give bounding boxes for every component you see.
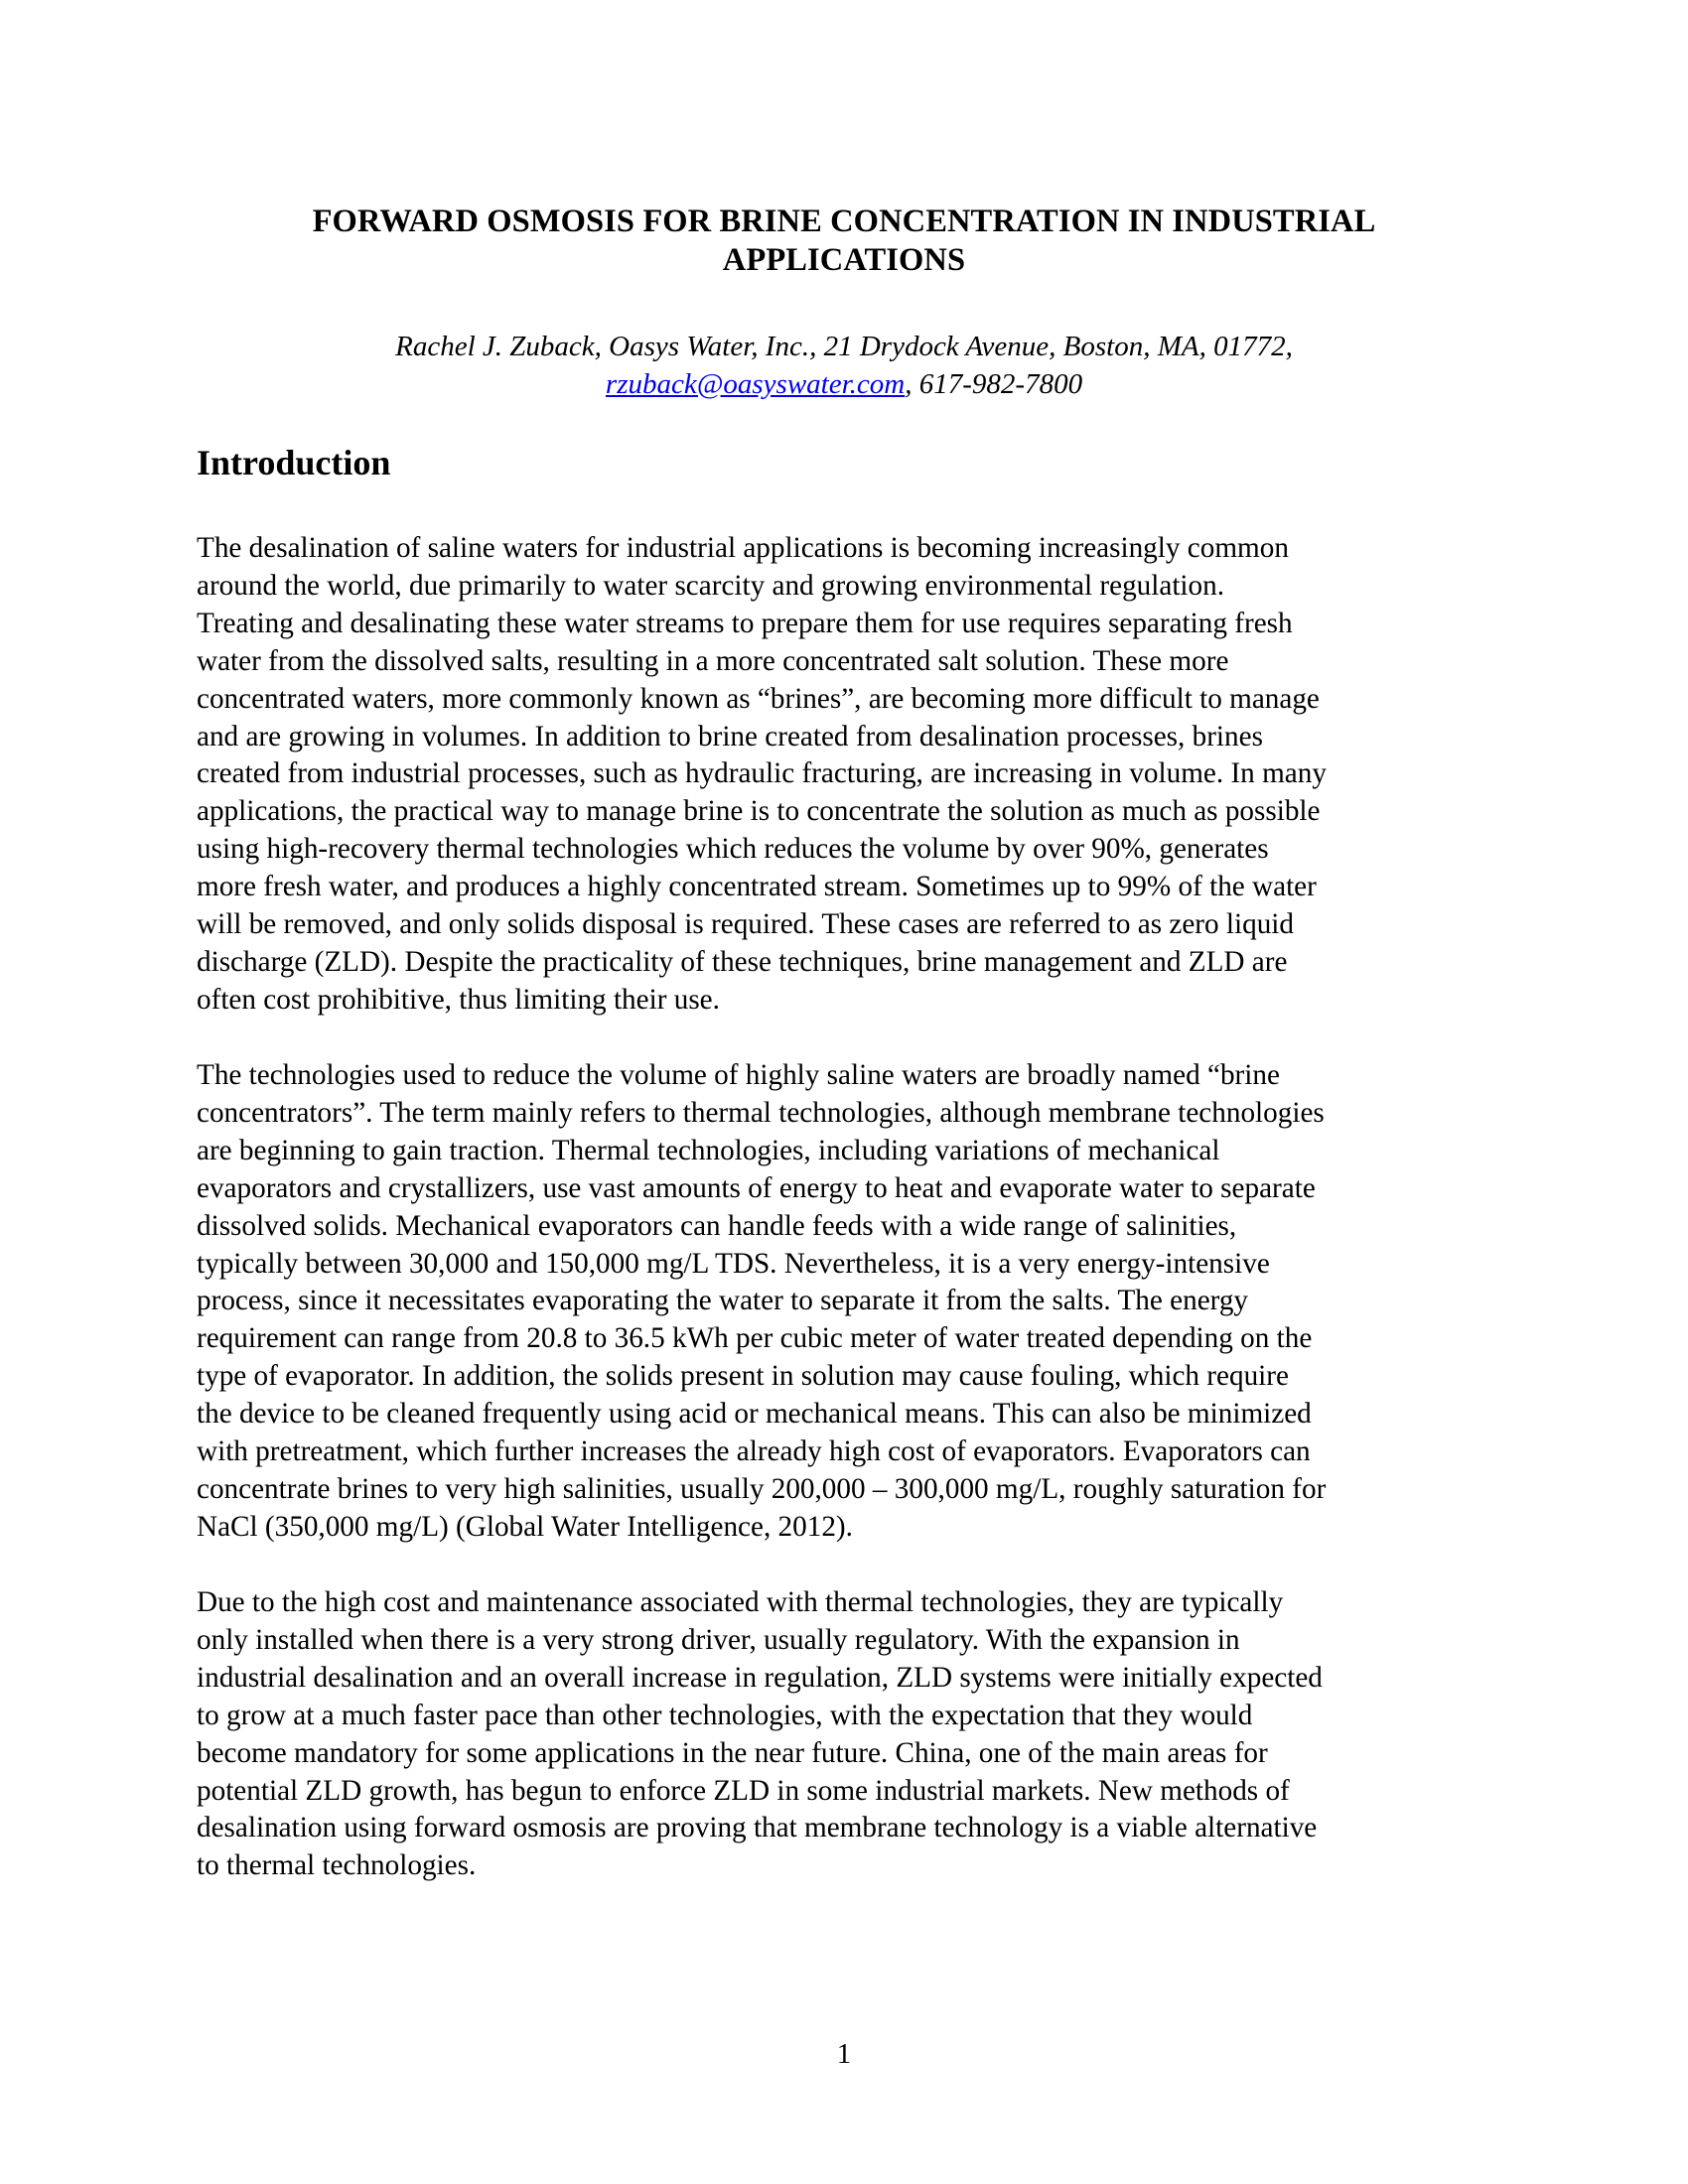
paragraph-line: concentrators”. The term mainly refers to thermal technologies, although membrane technologies <box>197 1096 1325 1129</box>
paragraph-line: often cost prohibitive, thus limiting their use. <box>197 983 720 1016</box>
paragraph-line: industrial desalination and an overall increase in regulation, ZLD systems were initially expected <box>197 1661 1323 1694</box>
title-line: FORWARD OSMOSIS FOR BRINE CONCENTRATION IN INDUSTRIAL <box>312 204 1376 239</box>
paragraph-line: Treating and desalinating these water streams to prepare them for use requires separating fresh <box>197 607 1293 639</box>
paragraph-line: The desalination of saline waters for industrial applications is becoming increasingly common <box>197 532 1289 564</box>
paragraph-line: NaCl (350,000 mg/L) (Global Water Intelligence, 2012). <box>197 1510 853 1543</box>
paragraph-line: potential ZLD growth, has begun to enforce ZLD in some industrial markets. New methods of <box>197 1774 1290 1807</box>
paragraph-3 <box>197 1584 1507 1885</box>
paragraph-line: using high-recovery thermal technologies which reduces the volume by over 90%, generates <box>197 833 1269 866</box>
paragraph-line: concentrate brines to very high salinities, usually 200,000 – 300,000 mg/L, roughly saturation for <box>197 1472 1327 1505</box>
paragraph-line: requirement can range from 20.8 to 36.5 kWh per cubic meter of water treated depending on the <box>197 1322 1313 1355</box>
paragraph-line: desalination using forward osmosis are proving that membrane technology is a viable alternative <box>197 1812 1318 1844</box>
paragraph-line: type of evaporator. In addition, the solids present in solution may cause fouling, which require <box>197 1360 1289 1393</box>
paragraph-line: will be removed, and only solids disposal is required. These cases are referred to as zero liquid <box>197 908 1295 941</box>
title-line: APPLICATIONS <box>722 242 966 278</box>
paragraph-line: to thermal technologies. <box>197 1849 477 1882</box>
section-heading-introduction: Introduction <box>197 443 391 482</box>
paragraph-line: only installed when there is a very strong driver, usually regulatory. With the expansion in <box>197 1623 1240 1656</box>
paragraph-1 <box>197 530 1507 1020</box>
author-phone: , 617-982-7800 <box>905 368 1083 400</box>
page-number: 1 <box>836 2038 852 2070</box>
paragraph-line: concentrated waters, more commonly known as “brines”, are becoming more difficult to manage <box>197 682 1320 715</box>
author-contact <box>0 365 1688 403</box>
paragraph-line: become mandatory for some applications in the near future. China, one of the main areas for <box>197 1736 1268 1769</box>
paragraph-line: water from the dissolved salts, resulting in a more concentrated salt solution. These more <box>197 644 1229 677</box>
paragraph-line: Due to the high cost and maintenance associated with thermal technologies, they are typically <box>197 1586 1284 1618</box>
paragraph-line: applications, the practical way to manage brine is to concentrate the solution as much as possible <box>197 795 1321 828</box>
paragraph-line: dissolved solids. Mechanical evaporators can handle feeds with a wide range of salinities, <box>197 1209 1237 1242</box>
author-email-link[interactable]: rzuback@oasyswater.com <box>605 368 906 400</box>
paragraph-line: and are growing in volumes. In addition to brine created from desalination processes, brines <box>197 720 1263 752</box>
paragraph-line: with pretreatment, which further increases the already high cost of evaporators. Evaporators can <box>197 1435 1311 1468</box>
paragraph-line: the device to be cleaned frequently using acid or mechanical means. This can also be minimized <box>197 1398 1312 1431</box>
author-affiliation: Rachel J. Zuback, Oasys Water, Inc., 21 Drydock Avenue, Boston, MA, 01772, <box>395 331 1293 362</box>
paragraph-line: discharge (ZLD). Despite the practicality of these techniques, brine management and ZLD are <box>197 945 1288 978</box>
paragraph-line: to grow at a much faster pace than other technologies, with the expectation that they would <box>197 1699 1253 1731</box>
paragraph-line: around the world, due primarily to water scarcity and growing environmental regulation. <box>197 569 1225 602</box>
paragraph-2 <box>197 1057 1507 1547</box>
paragraph-line: created from industrial processes, such as hydraulic fracturing, are increasing in volume. In many <box>197 757 1327 790</box>
paragraph-line: typically between 30,000 and 150,000 mg/L TDS. Nevertheless, it is a very energy-intensive <box>197 1247 1270 1280</box>
paragraph-line: are beginning to gain traction. Thermal technologies, including variations of mechanical <box>197 1134 1220 1166</box>
paragraph-line: more fresh water, and produces a highly concentrated stream. Sometimes up to 99% of the water <box>197 871 1317 903</box>
paragraph-line: evaporators and crystallizers, use vast amounts of energy to heat and evaporate water to separate <box>197 1171 1316 1204</box>
paragraph-line: The technologies used to reduce the volume of highly saline waters are broadly named “brine <box>197 1059 1280 1091</box>
paragraph-line: process, since it necessitates evaporating the water to separate it from the salts. The energy <box>197 1285 1249 1317</box>
